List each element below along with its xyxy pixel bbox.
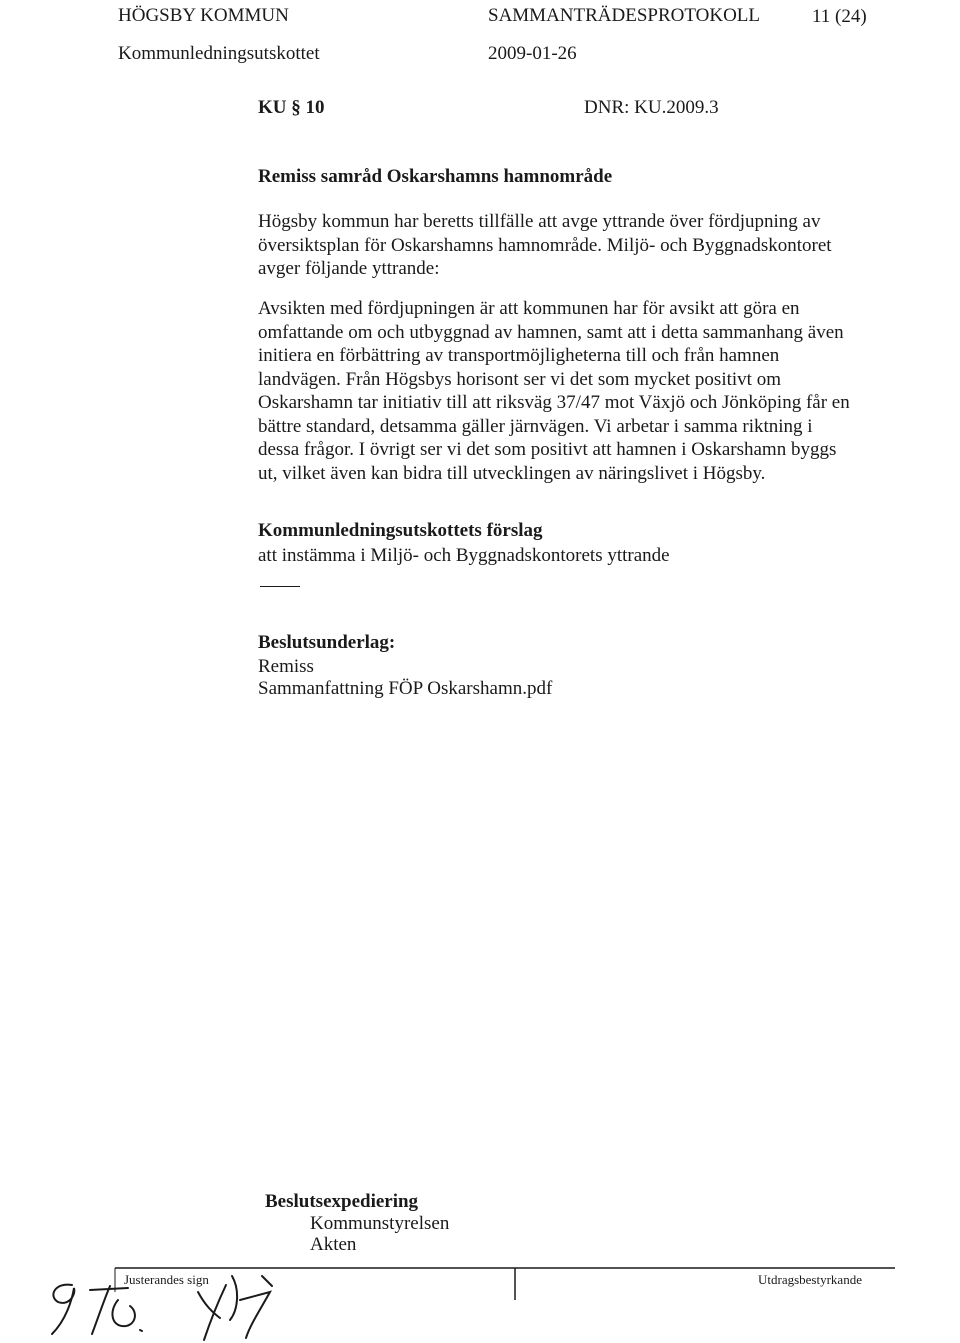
text-line: landvägen. Från Högsbys horisont ser vi det som mycket positivt om — [258, 368, 781, 390]
case-number: DNR: KU.2009.3 — [584, 97, 719, 118]
proposal-heading: Kommunledningsutskottets förslag — [258, 520, 543, 541]
basis-heading: Beslutsunderlag: — [258, 632, 396, 653]
text-line: bättre standard, detsamma gäller järnvägen. Vi arbetar i samma riktning i — [258, 415, 813, 437]
text-line: dessa frågor. I övrigt ser vi det som positivt att hamnen i Oskarshamn byggs — [258, 439, 837, 460]
text-line: initiera en förbättring av transportmöjligheterna till och från hamnen — [258, 345, 780, 366]
extract-label: Utdragsbestyrkande — [758, 1272, 862, 1287]
text-line: Avsikten med fördjupningen är att kommunen har för avsikt att göra en — [258, 298, 800, 319]
basis-item: Sammanfattning FÖP Oskarshamn.pdf — [258, 678, 553, 699]
text-line: omfattande om och utbyggnad av hamnen, samt att i detta sammanhang även — [258, 321, 844, 343]
page-number: 11 (24) — [812, 6, 867, 27]
section-number: KU § 10 — [258, 97, 325, 118]
document-title: Remiss samråd Oskarshamns hamnområde — [258, 166, 613, 187]
text-line: Högsby kommun har beretts tillfälle att avge yttrande över fördjupning av — [258, 211, 821, 232]
document-type: SAMMANTRÄDESPROTOKOLL — [488, 5, 761, 26]
text-line: avger följande yttrande: — [258, 258, 440, 279]
committee-name: Kommunledningsutskottet — [118, 43, 320, 64]
dispatch-item: Akten — [310, 1234, 357, 1255]
basis-item: Remiss — [258, 656, 314, 677]
signer-label: Justerandes sign — [124, 1272, 209, 1287]
text-line: Oskarshamn tar initiativ till att riksväg 37/47 mot Växjö och Jönköping får en — [258, 392, 850, 413]
proposal-text: att instämma i Miljö- och Byggnadskontorets yttrande — [258, 545, 670, 566]
meeting-date: 2009-01-26 — [488, 43, 577, 64]
dispatch-item: Kommunstyrelsen — [310, 1213, 450, 1234]
text-line: översiktsplan för Oskarshamns hamnområde. Miljö- och Byggnadskontoret — [258, 234, 832, 256]
dispatch-heading: Beslutsexpediering — [265, 1191, 419, 1212]
text-line: ut, vilket även kan bidra till utvecklingen av näringslivet i Högsby. — [258, 462, 766, 484]
organization-name: HÖGSBY KOMMUN — [118, 5, 289, 26]
